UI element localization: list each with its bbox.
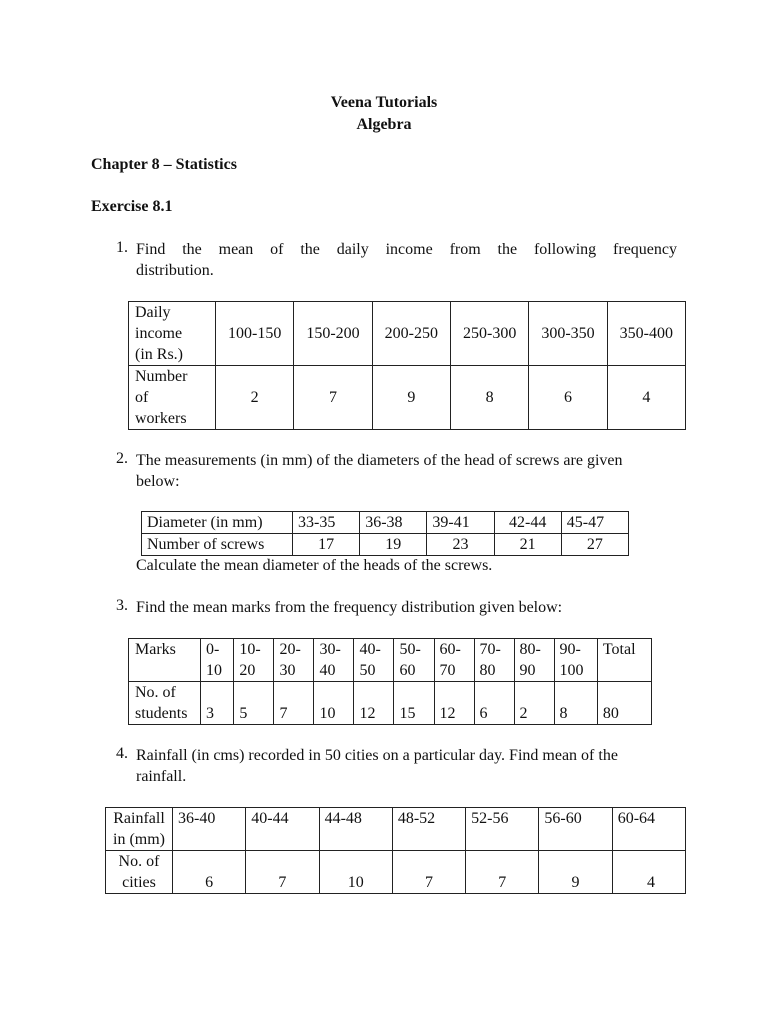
- q2-class-cell: 45-47: [561, 512, 628, 534]
- q4-class-cell: 44-48: [319, 808, 392, 851]
- q3-class-line: 40-: [359, 641, 381, 658]
- q2-value-cell: 17: [293, 534, 360, 556]
- document-title: Veena Tutorials: [330, 94, 438, 111]
- q4-value-cell: 6: [173, 851, 246, 894]
- q3-class-line: 10: [206, 662, 222, 679]
- exercise-heading: Exercise 8.1: [91, 198, 173, 215]
- question-1-number: 1.: [116, 239, 128, 256]
- question-3-text: Find the mean marks from the frequency distribution given below:: [136, 599, 563, 616]
- q2-value-cell: 27: [561, 534, 628, 556]
- q3-row2-label-line: No. of: [135, 684, 176, 701]
- q1-class-cell: 250-300: [450, 302, 528, 366]
- q1-value-cell: 2: [216, 366, 294, 430]
- q3-class-line: 50: [359, 662, 376, 679]
- q3-value-cell: 6: [474, 682, 514, 725]
- q3-class-line: 100: [559, 662, 584, 679]
- q3-class-line: 10-: [239, 641, 261, 658]
- q3-class-cell: [474, 639, 514, 682]
- chapter-heading: Chapter 8 – Statistics: [91, 156, 237, 173]
- q3-class-cell: [554, 639, 597, 682]
- q3-class-cell: [234, 639, 274, 682]
- question-4-text-line2: rainfall.: [136, 768, 187, 785]
- q4-class-cell: 36-40: [173, 808, 246, 851]
- q1-row2-label-line: Number: [135, 368, 188, 385]
- q1-class-cell: 300-350: [529, 302, 607, 366]
- q1-value-cell: 7: [294, 366, 372, 430]
- q1-value-cell: 9: [372, 366, 450, 430]
- q4-class-cell: 56-60: [539, 808, 612, 851]
- q3-class-line: 90: [519, 662, 536, 679]
- q1-class-cell: 350-400: [607, 302, 685, 366]
- question-2-text-line2: below:: [136, 473, 180, 490]
- q1-row1-label-line: income: [135, 325, 183, 342]
- q1-row1-label: [129, 302, 216, 366]
- q1-row1-label-line: Daily: [135, 304, 171, 321]
- q3-value-cell: 12: [434, 682, 474, 725]
- q4-class-cell: 40-44: [246, 808, 319, 851]
- q1-row2-label: [129, 366, 216, 430]
- q3-row2-label: [129, 682, 201, 725]
- q2-class-cell: 39-41: [427, 512, 494, 534]
- q4-value-cell: 7: [246, 851, 319, 894]
- q4-class-cell: 48-52: [392, 808, 465, 851]
- q3-class-line: 50-: [399, 641, 421, 658]
- q4-row1-label-line: Rainfall: [113, 810, 165, 827]
- q4-row2-label-line: cities: [122, 874, 156, 891]
- q3-class-line: 70-: [479, 641, 501, 658]
- q4-value-cell: 7: [466, 851, 539, 894]
- q3-class-cell: [514, 639, 554, 682]
- q3-row2-label-line: students: [135, 705, 188, 722]
- q4-class-cell: 60-64: [612, 808, 685, 851]
- q2-class-cell: 42-44: [494, 512, 561, 534]
- q1-value-cell: 6: [529, 366, 607, 430]
- question-2-table: [141, 511, 629, 556]
- q3-class-line: 70: [439, 662, 456, 679]
- q3-class-line: 80-: [519, 641, 541, 658]
- question-2-after-text: Calculate the mean diameter of the heads of the screws.: [136, 557, 493, 574]
- q3-class-line: 30: [279, 662, 296, 679]
- q1-class-cell: 150-200: [294, 302, 372, 366]
- q3-class-cell: [201, 639, 234, 682]
- q3-class-cell: [434, 639, 474, 682]
- q3-class-line: 60-: [439, 641, 461, 658]
- q4-row1-label-line: in (mm): [113, 831, 165, 848]
- q2-class-cell: 33-35: [293, 512, 360, 534]
- q3-class-line: 0-: [206, 641, 220, 658]
- q1-row2-label-line: workers: [135, 410, 187, 427]
- question-4-table: [105, 807, 686, 894]
- q3-class-line: 20: [239, 662, 256, 679]
- q2-row2-label: Number of screws: [142, 534, 293, 556]
- q1-value-cell: 4: [607, 366, 685, 430]
- q3-value-cell: 10: [314, 682, 354, 725]
- q3-value-cell: 3: [201, 682, 234, 725]
- q4-value-cell: 7: [392, 851, 465, 894]
- question-2-number: 2.: [116, 450, 128, 467]
- question-2-text-line1: The measurements (in mm) of the diameters of the head of screws are given: [136, 452, 623, 469]
- question-3-table: [128, 638, 652, 725]
- question-1-text-line2: distribution.: [136, 262, 214, 279]
- q4-row2-label-line: No. of: [118, 853, 160, 870]
- q4-value-cell: 4: [612, 851, 685, 894]
- q3-class-cell: [274, 639, 314, 682]
- q3-total-label: Total: [597, 639, 651, 682]
- q3-value-cell: 8: [554, 682, 597, 725]
- q2-value-cell: 23: [427, 534, 494, 556]
- q4-value-cell: 10: [319, 851, 392, 894]
- q4-value-cell: 9: [539, 851, 612, 894]
- question-1-table: [128, 301, 686, 430]
- q1-class-cell: 100-150: [216, 302, 294, 366]
- q3-class-line: 40: [319, 662, 336, 679]
- q3-class-cell: [394, 639, 434, 682]
- q2-value-cell: 21: [494, 534, 561, 556]
- q3-row1-label: Marks: [129, 639, 201, 682]
- q4-class-cell: 52-56: [466, 808, 539, 851]
- q4-row1-label: [106, 808, 173, 851]
- q1-row2-label-line: of: [135, 389, 149, 406]
- q3-class-cell: [354, 639, 394, 682]
- q3-class-line: 20-: [279, 641, 301, 658]
- q3-class-line: 90-: [559, 641, 581, 658]
- question-4-number: 4.: [116, 745, 128, 762]
- q3-class-cell: [314, 639, 354, 682]
- q3-total-value: 80: [597, 682, 651, 725]
- question-4-text-line1: Rainfall (in cms) recorded in 50 cities on a particular day. Find mean of the: [136, 747, 618, 764]
- q3-value-cell: 15: [394, 682, 434, 725]
- question-3-number: 3.: [116, 597, 128, 614]
- q3-class-line: 80: [479, 662, 496, 679]
- q1-value-cell: 8: [450, 366, 528, 430]
- document-subtitle: Algebra: [356, 116, 412, 133]
- q2-value-cell: 19: [360, 534, 427, 556]
- q3-value-cell: 2: [514, 682, 554, 725]
- q1-row1-label-line: (in Rs.): [135, 346, 183, 363]
- q3-class-line: 30-: [319, 641, 341, 658]
- question-1-text-line1: Find the mean of the daily income from the following frequency: [136, 241, 677, 258]
- q3-value-cell: 7: [274, 682, 314, 725]
- q1-class-cell: 200-250: [372, 302, 450, 366]
- q3-value-cell: 12: [354, 682, 394, 725]
- q3-value-cell: 5: [234, 682, 274, 725]
- q2-class-cell: 36-38: [360, 512, 427, 534]
- q3-class-line: 60: [399, 662, 416, 679]
- q2-row1-label: Diameter (in mm): [142, 512, 293, 534]
- q4-row2-label: [106, 851, 173, 894]
